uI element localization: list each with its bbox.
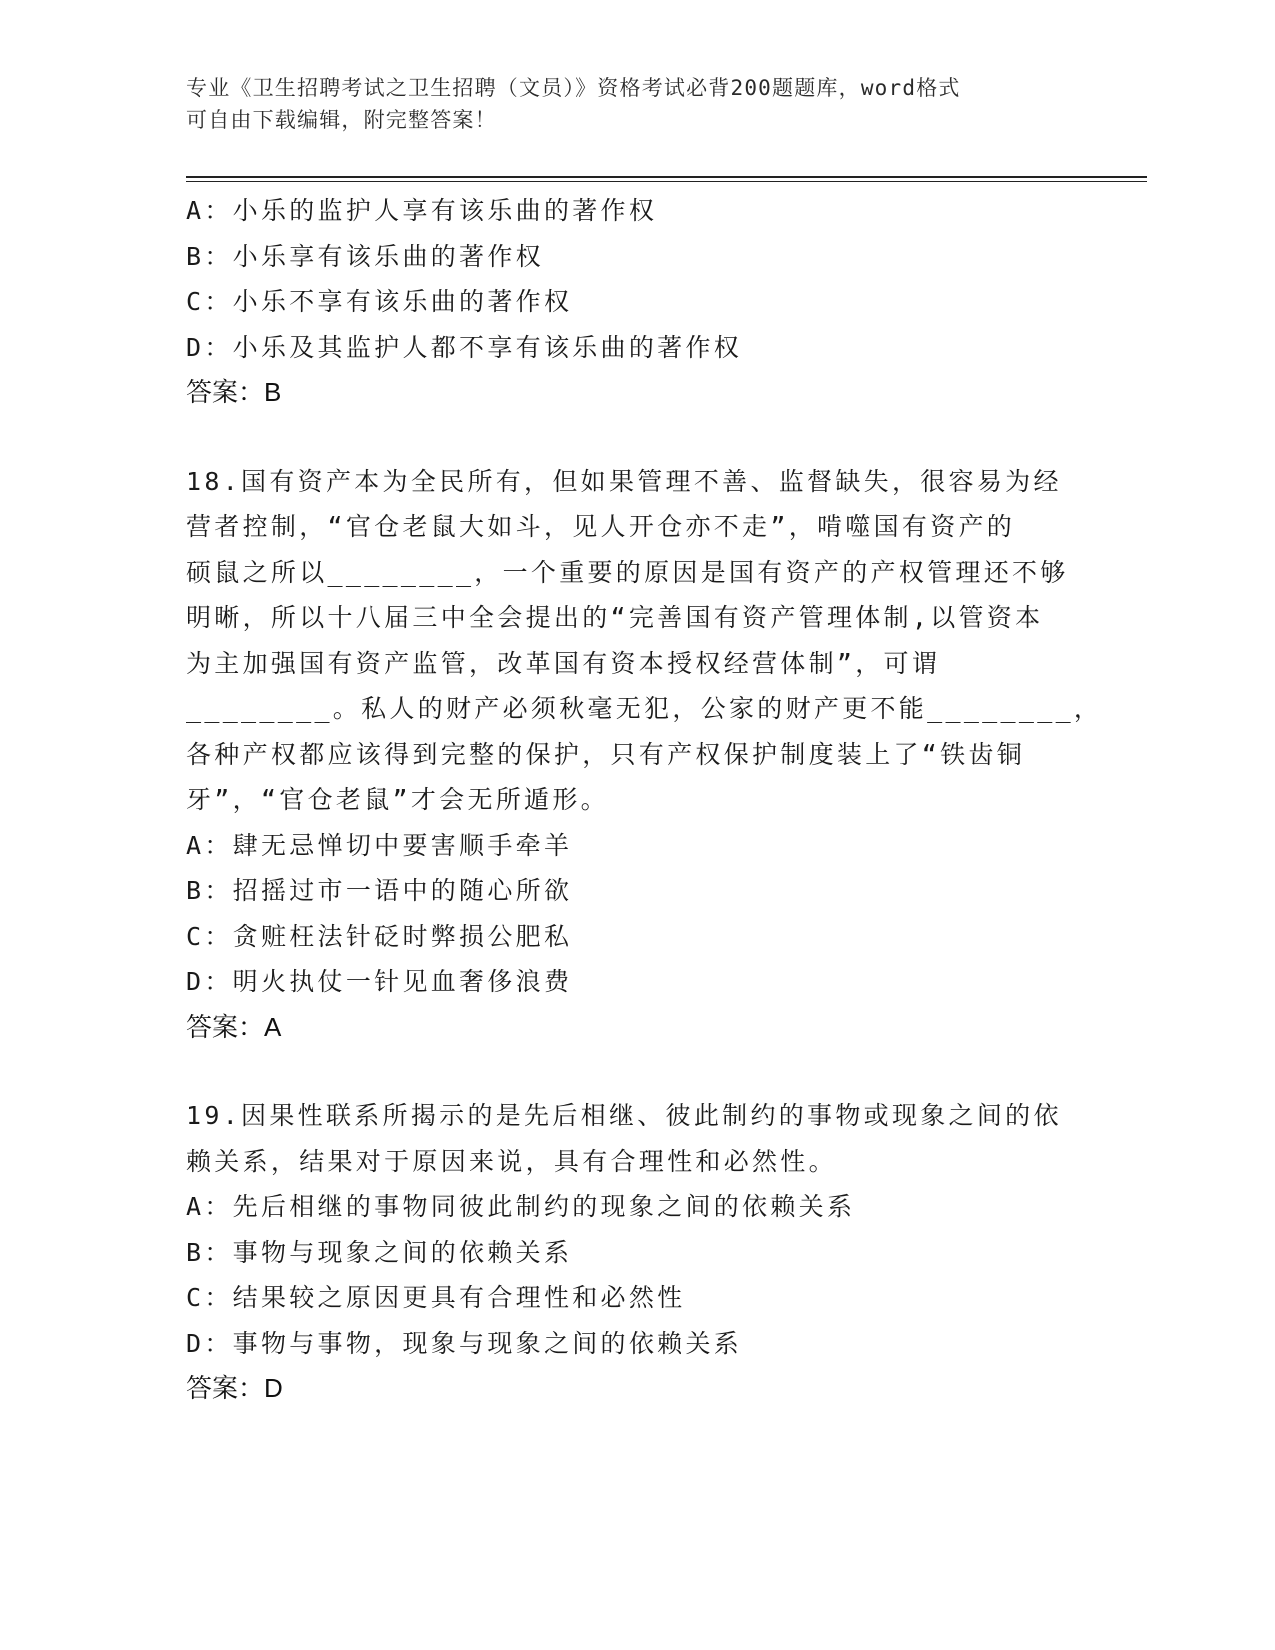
option-d: D：明火执仗一针见血奢侈浪费 [186, 967, 573, 996]
option-a: A：先后相继的事物同彼此制约的现象之间的依赖关系 [186, 1192, 856, 1221]
header-divider-thick [186, 176, 1147, 178]
answer-line: 答案：D [186, 1373, 283, 1403]
header-title-line-1: 专业《卫生招聘考试之卫生招聘（文员）》资格考试必背200题题库，word格式 [186, 76, 961, 100]
option-b: B：事物与现象之间的依赖关系 [186, 1237, 573, 1267]
option-c: C：贪赃枉法针砭时弊损公肥私 [186, 921, 573, 951]
question-stem-line: ________。私人的财产必须秋毫无犯，公家的财产更不能________， [186, 694, 1103, 723]
question-17-tail [186, 188, 1086, 416]
question-stem-line: 各种产权都应该得到完整的保护，只有产权保护制度装上了“铁齿铜 [186, 739, 1026, 769]
option-b: B：招摇过市一语中的随心所欲 [186, 876, 573, 905]
question-18 [186, 459, 1103, 1051]
question-stem-line: 为主加强国有资产监管，改革国有资本授权经营体制”，可谓 [186, 648, 941, 678]
answer-line: 答案：A [186, 1011, 282, 1042]
option-a: A：肆无忌惮切中要害顺手牵羊 [186, 830, 573, 860]
option-c: C：结果较之原因更具有合理性和必然性 [186, 1283, 686, 1312]
option-a: A：小乐的监护人享有该乐曲的著作权 [186, 196, 658, 225]
option-d: D：事物与事物，现象与现象之间的依赖关系 [186, 1328, 743, 1358]
question-spacer [186, 1050, 1086, 1093]
option-c: C：小乐不享有该乐曲的著作权 [186, 287, 573, 316]
question-stem-line: 营者控制，“官仓老鼠大如斗，见人开仓亦不走”，啃噬国有资产的 [186, 512, 1016, 541]
question-stem-line: 硕鼠之所以________，一个重要的原因是国有资产的产权管理还不够 [186, 557, 1069, 587]
document-header [186, 72, 1066, 136]
answer-line: 答案：B [186, 377, 282, 407]
question-stem-line: 18.国有资产本为全民所有，但如果管理不善、监督缺失，很容易为经 [186, 466, 1062, 496]
question-stem-line: 赖关系，结果对于原因来说，具有合理性和必然性。 [186, 1146, 837, 1176]
question-19 [186, 1093, 1086, 1412]
question-stem-line: 牙”，“官仓老鼠”才会无所遁形。 [186, 785, 609, 814]
question-stem-line: 明晰，所以十八届三中全会提出的“完善国有资产管理体制,以管资本 [186, 603, 1044, 632]
question-spacer [186, 416, 1086, 459]
option-b: B：小乐享有该乐曲的著作权 [186, 241, 544, 271]
header-divider-thin [186, 181, 1147, 182]
question-stem-line: 19.因果性联系所揭示的是先后相继、彼此制约的事物或现象之间的依 [186, 1101, 1062, 1130]
header-title-line-2: 可自由下载编辑，附完整答案！ [186, 108, 497, 132]
document-body [186, 188, 1103, 1412]
option-d: D：小乐及其监护人都不享有该乐曲的著作权 [186, 332, 743, 362]
